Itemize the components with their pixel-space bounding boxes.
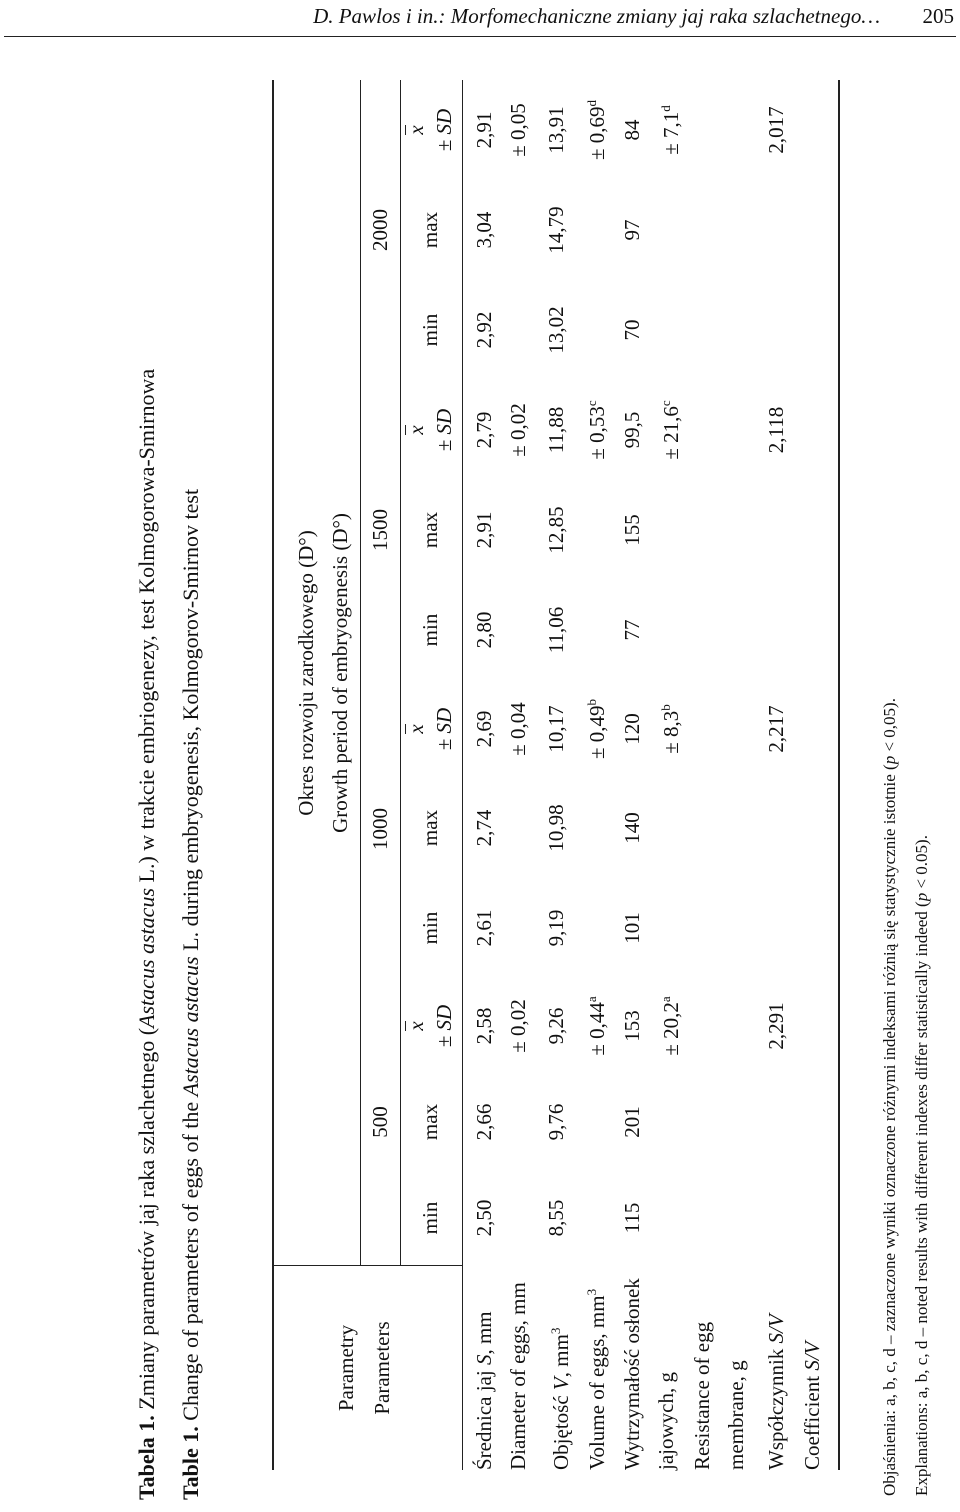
running-head	[0, 4, 960, 36]
page-number: 205	[922, 4, 954, 28]
table-cell: 140	[620, 812, 644, 844]
table-cell: 2,118	[764, 406, 788, 454]
sub-max: max	[418, 211, 442, 249]
table-cell: ± 0,49$^b$	[584, 698, 609, 760]
table-cell: 2,80	[472, 611, 496, 649]
table-cell: ± 21,6$^c$	[658, 400, 683, 460]
row-label-volume-pl: Objętość V, $mm^3$	[548, 1327, 573, 1470]
table-cell: 3,04	[472, 211, 496, 249]
table-bottom-rule	[838, 80, 840, 1470]
table-cell: 2,66	[472, 1103, 496, 1141]
group-1500: 1500	[368, 509, 392, 551]
table-cell: 155	[620, 514, 644, 546]
table-cell: 201	[620, 1106, 644, 1138]
table-cell: 9,76	[544, 1103, 568, 1141]
sub-max: max	[418, 809, 442, 847]
table-cell: 11,06	[544, 606, 568, 654]
table-cell: 13,02	[544, 306, 568, 354]
row-label-diameter-pl: Średnica jaj S, mm	[472, 1311, 496, 1470]
row-label-resistance-pl-2: jajowych, g	[654, 1372, 678, 1470]
table-cell: ± 0,44$^a$	[584, 996, 609, 1056]
table-cell: ± 0,02	[506, 403, 530, 457]
row-label-diameter-en: Diameter of eggs, mm	[506, 1282, 530, 1470]
table-cell: 11,88	[544, 406, 568, 454]
running-head-title: D. Pawlos i in.: Morfomechaniczne zmiany jaj raka szlachetnego…	[313, 4, 880, 28]
table-cell: 2,92	[472, 311, 496, 349]
sub-sd: ± SD	[432, 707, 456, 751]
rotated-table-page	[98, 40, 960, 1500]
row-label-resistance-en: Resistance of egg	[690, 1321, 714, 1470]
table-cell: 8,55	[544, 1199, 568, 1237]
table-cell: ± 20,2$^a$	[658, 996, 683, 1056]
period-header-en: Growth period of embryogenesis (D°)	[328, 513, 352, 833]
group-1000: 1000	[368, 808, 392, 850]
table-cell: ± 0,02	[506, 999, 530, 1053]
table-cell: ± 0,04	[506, 702, 530, 756]
period-rule	[360, 80, 361, 1266]
table-cell: 99,5	[620, 411, 644, 449]
table-cell: ± 0,05	[506, 103, 530, 157]
period-header-pl: Okres rozwoju zarodkowego (D°)	[294, 530, 318, 816]
footnote-polish: Objaśnienia: a, b, c, d – zaznaczone wyniki oznaczone różnymi indeksami różnią się statystycznie istotnie (p < 0,05).	[880, 698, 899, 1496]
row-label-coefficient-en: Coefficient S/V	[800, 1341, 824, 1470]
table-cell: 2,74	[472, 809, 496, 847]
group-500: 500	[368, 1106, 392, 1138]
table-cell: 115	[620, 1202, 644, 1234]
table-top-rule	[272, 80, 274, 1470]
table-cell: 101	[620, 912, 644, 944]
table-cell: 12,85	[544, 506, 568, 554]
sub-min: min	[418, 613, 442, 647]
sub-mean: x	[404, 425, 428, 435]
sub-mean: x	[404, 125, 428, 135]
table-cell: 2,58	[472, 1007, 496, 1045]
table-cell: 9,19	[544, 909, 568, 947]
sub-sd: ± SD	[432, 408, 456, 452]
table-cell: 10,17	[544, 705, 568, 753]
row-label-volume-en: Volume of eggs, $mm^3$	[584, 1288, 609, 1470]
sub-max: max	[418, 511, 442, 549]
table-cell: 2,50	[472, 1199, 496, 1237]
table-cell: 120	[620, 713, 644, 745]
table-cell: 2,61	[472, 909, 496, 947]
sub-mean: x	[404, 724, 428, 734]
table-cell: 13,91	[544, 106, 568, 154]
table-cell: 2,217	[764, 705, 788, 753]
table-cell: 2,69	[472, 710, 496, 748]
table-cell: ± 8,3$^b$	[658, 704, 683, 754]
table-cell: 9,26	[544, 1007, 568, 1045]
header-bottom-rule	[462, 80, 463, 1470]
table-cell: 153	[620, 1010, 644, 1042]
table-cell: 84	[620, 119, 644, 141]
caption-polish: Tabela 1. Zmiany parametrów jaj raka szlachetnego (Astacus astacus L.) w trakcie embriogenezy, test Kolmogorowa-Smirnowa	[134, 368, 159, 1500]
data-table	[272, 80, 852, 1470]
sub-sd: ± SD	[432, 1004, 456, 1048]
table-cell: 10,98	[544, 804, 568, 852]
sub-min: min	[418, 1201, 442, 1235]
group-2000: 2000	[368, 209, 392, 251]
table-cell: ± 0,53$^c$	[584, 400, 609, 460]
footnote-english: Explanations: a, b, c, d – noted results with different indexes differ statistically indeed (p < 0.05).	[912, 835, 931, 1496]
group-rule	[400, 80, 401, 1266]
table-cell: ± 7,1$^d$	[658, 105, 683, 155]
sub-mean: x	[404, 1021, 428, 1031]
sub-sd: ± SD	[432, 108, 456, 152]
param-header-en: Parameters	[370, 1321, 394, 1415]
header-rule	[4, 36, 956, 37]
table-cell: 14,79	[544, 206, 568, 254]
row-label-resistance-pl: Wytrzymałość osłonek	[620, 1278, 644, 1470]
table-cell: 2,91	[472, 511, 496, 549]
table-cell: 2,017	[764, 106, 788, 154]
sub-min: min	[418, 911, 442, 945]
row-label-resistance-en-2: membrane, g	[724, 1360, 748, 1470]
table-cell: 2,291	[764, 1002, 788, 1050]
table-cell: 2,91	[472, 111, 496, 149]
row-label-coefficient-pl: Współczynnik S/V	[764, 1314, 788, 1470]
table-cell: ± 0,69$^d$	[584, 99, 609, 161]
caption-english: Table 1. Change of parameters of eggs of the Astacus astacus L. during embryogenesis, Kolmogorov-Smirnov test	[178, 488, 203, 1500]
table-cell: 2,79	[472, 411, 496, 449]
sub-max: max	[418, 1103, 442, 1141]
table-cell: 97	[620, 219, 644, 241]
sub-min: min	[418, 313, 442, 347]
table-cell: 77	[620, 619, 644, 641]
param-header-pl: Parametry	[334, 1324, 358, 1412]
table-cell: 70	[620, 319, 644, 341]
